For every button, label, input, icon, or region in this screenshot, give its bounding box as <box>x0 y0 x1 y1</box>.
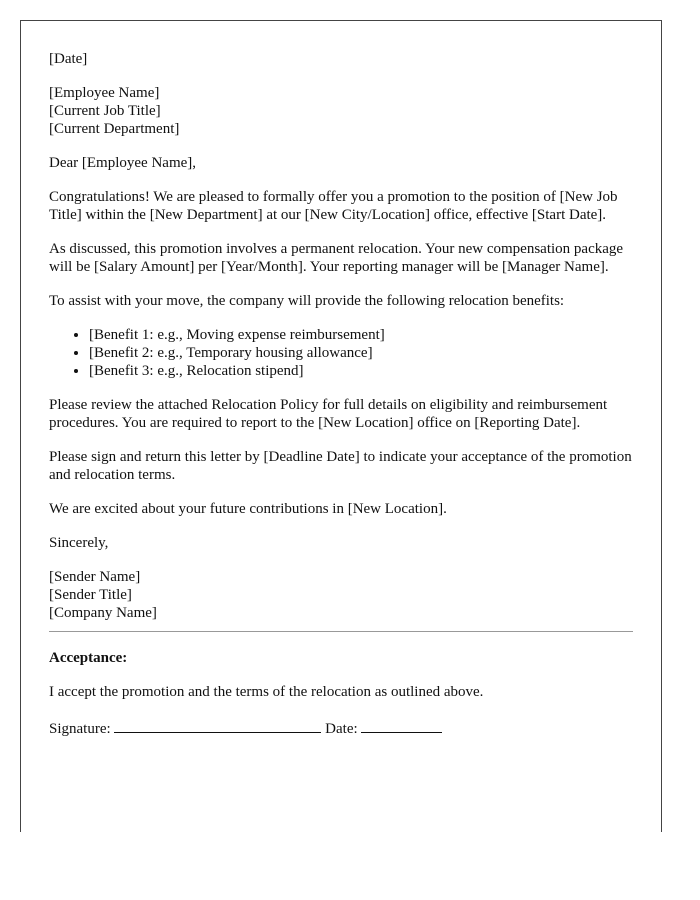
recipient-title: [Current Job Title] <box>49 103 161 119</box>
benefit-item: • [Benefit 3: e.g., Relocation stipend] <box>89 362 661 380</box>
paragraph-relocation: As discussed, this promotion involves a permanent relocation. Your new compensation package will be [Salary Amount] per [Year/Month]. Your reporting manager will be [Manager Name]. <box>49 241 624 275</box>
recipient-name: [Employee Name] <box>49 85 160 101</box>
letter-page <box>20 20 662 832</box>
paragraph-excited: We are excited about your future contributions in [New Location]. <box>49 501 447 517</box>
paragraph-offer: Congratulations! We are pleased to formally offer you a promotion to the position of [New Job Title] within the [New Department] at our [New City/Location] office, effective [Start Date]. <box>49 189 618 223</box>
salutation: Dear [Employee Name], <box>49 155 197 171</box>
date-label: Date: <box>325 721 358 737</box>
divider <box>49 631 633 632</box>
paragraph-policy: Please review the attached Relocation Policy for full details on eligibility and reimbursement procedures. You are required to report to the [New Location] office on [Reporting Date]. <box>49 397 608 431</box>
benefit-item: • [Benefit 2: e.g., Temporary housing allowance] <box>89 344 661 362</box>
benefit-item: • [Benefit 1: e.g., Moving expense reimbursement] <box>89 326 661 344</box>
paragraph-sign-return: Please sign and return this letter by [Deadline Date] to indicate your acceptance of the promotion and relocation terms. <box>49 449 632 483</box>
signature-line <box>49 717 635 738</box>
sender-name: [Sender Name] <box>49 569 141 585</box>
acceptance-heading <box>49 649 635 667</box>
signature-label: Signature: <box>49 721 111 737</box>
signature-field[interactable] <box>114 717 321 733</box>
letter-date: [Date] <box>49 51 88 67</box>
company-name: [Company Name] <box>49 605 157 621</box>
sender-title: [Sender Title] <box>49 587 132 603</box>
benefits-list <box>49 326 661 380</box>
acceptance-text: I accept the promotion and the terms of the relocation as outlined above. <box>49 684 484 700</box>
closing: Sincerely, <box>49 535 109 551</box>
date-field[interactable] <box>361 717 442 733</box>
acceptance-heading-text: Acceptance: <box>49 650 128 666</box>
paragraph-benefits-intro: To assist with your move, the company will provide the following relocation benefits: <box>49 293 565 309</box>
recipient-block <box>49 84 635 138</box>
recipient-department: [Current Department] <box>49 121 180 137</box>
sender-block <box>49 568 635 622</box>
